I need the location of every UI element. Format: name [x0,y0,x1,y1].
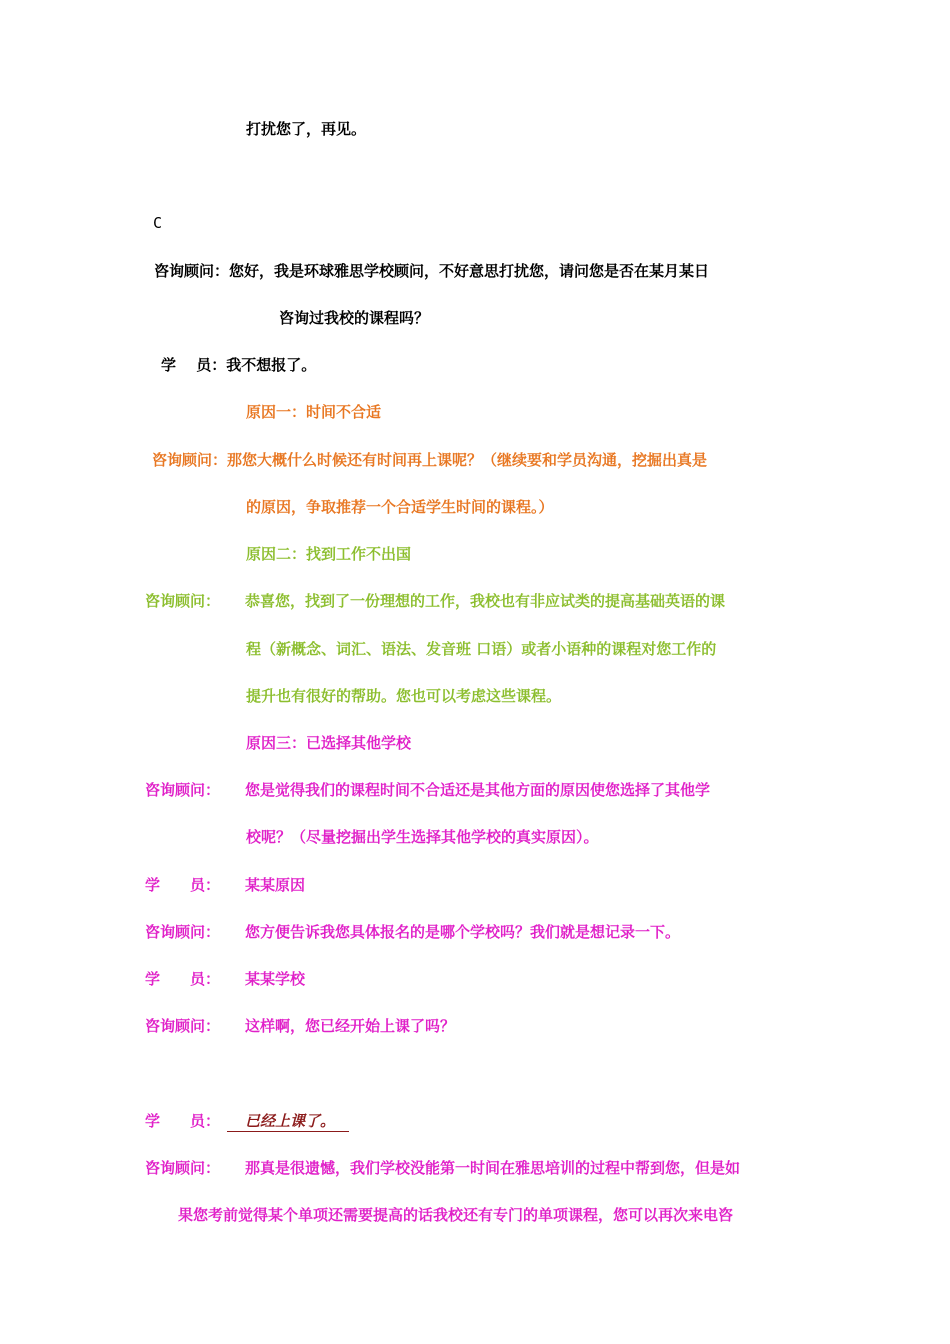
speaker-student: 学 员： [145,1112,221,1130]
dialogue-line-student [161,355,316,375]
dialogue-text: 某某学校 [245,970,306,988]
speaker-consultant: 咨询顾问： [145,923,221,941]
section-label-c: C [153,214,163,232]
dialogue-line-reason-1 [152,450,707,470]
dialogue-line-student [145,969,305,989]
dialogue-line-continuation: 程（新概念、词汇、语法、发音班 口语）或者小语种的课程对您工作的 [246,640,717,658]
speaker-consultant: 咨询顾问： [145,1017,221,1035]
speaker-student: 学 员： [161,356,227,374]
reason-heading-2: 原因二：找到工作不出国 [246,545,412,563]
speaker-consultant: 咨询顾问： [145,592,221,610]
speaker-consultant: 咨询顾问： [145,1159,221,1177]
dialogue-line-continuation: 咨询过我校的课程吗？ [279,309,430,327]
dialogue-line-consultant [145,1016,455,1036]
speaker-student: 学 员： [145,876,221,894]
dialogue-line-continuation: 的原因，争取推荐一个合适学生时间的课程。） [246,498,554,516]
dialogue-text: 那您大概什么时候还有时间再上课呢？（继续要和学员沟通，挖掘出真是 [227,451,708,469]
dialogue-text: 您方便告诉我您具体报名的是哪个学校吗？我们就是想记录一下。 [245,923,681,941]
dialogue-line-student [145,875,305,895]
dialogue-line-continuation: 果您考前觉得某个单项还需要提高的话我校还有专门的单项课程，您可以再次来电咨 [178,1206,734,1224]
dialogue-line-continuation: 提升也有很好的帮助。您也可以考虑这些课程。 [246,687,562,705]
dialogue-line-consultant [145,1158,740,1178]
dialogue-line-continuation: 校呢？（尽量挖掘出学生选择其他学校的真实原因）。 [246,828,599,846]
reason-heading-3: 原因三：已选择其他学校 [246,734,412,752]
dialogue-text: 这样啊，您已经开始上课了吗？ [245,1017,456,1035]
dialogue-line-consultant [145,922,680,942]
dialogue-line-greeting [154,261,709,281]
speaker-consultant: 咨询顾问： [145,781,221,799]
dialogue-text: 您是觉得我们的课程时间不合适还是其他方面的原因使您选择了其他学 [245,781,711,799]
reason-heading-1: 原因一：时间不合适 [246,403,382,421]
underlined-answer: 已经上课了。 [227,1111,349,1132]
speaker-consultant: 咨询顾问： [152,451,228,469]
dialogue-text: 我不想报了。 [226,356,317,374]
dialogue-line-farewell: 打扰您了，再见。 [246,120,367,138]
speaker-student: 学 员： [145,970,221,988]
dialogue-text: 那真是很遗憾，我们学校没能第一时间在雅思培训的过程中帮到您，但是如 [245,1159,741,1177]
dialogue-line-reason-3 [145,780,710,800]
speaker-consultant: 咨询顾问： [154,262,230,280]
dialogue-text: 某某原因 [245,876,306,894]
dialogue-line-reason-2 [145,591,725,611]
dialogue-text: 您好，我是环球雅思学校顾问，不好意思打扰您，请问您是否在某月某日 [229,262,710,280]
dialogue-line-student [145,1111,349,1132]
dialogue-text: 恭喜您，找到了一份理想的工作，我校也有非应试类的提高基础英语的课 [245,592,726,610]
